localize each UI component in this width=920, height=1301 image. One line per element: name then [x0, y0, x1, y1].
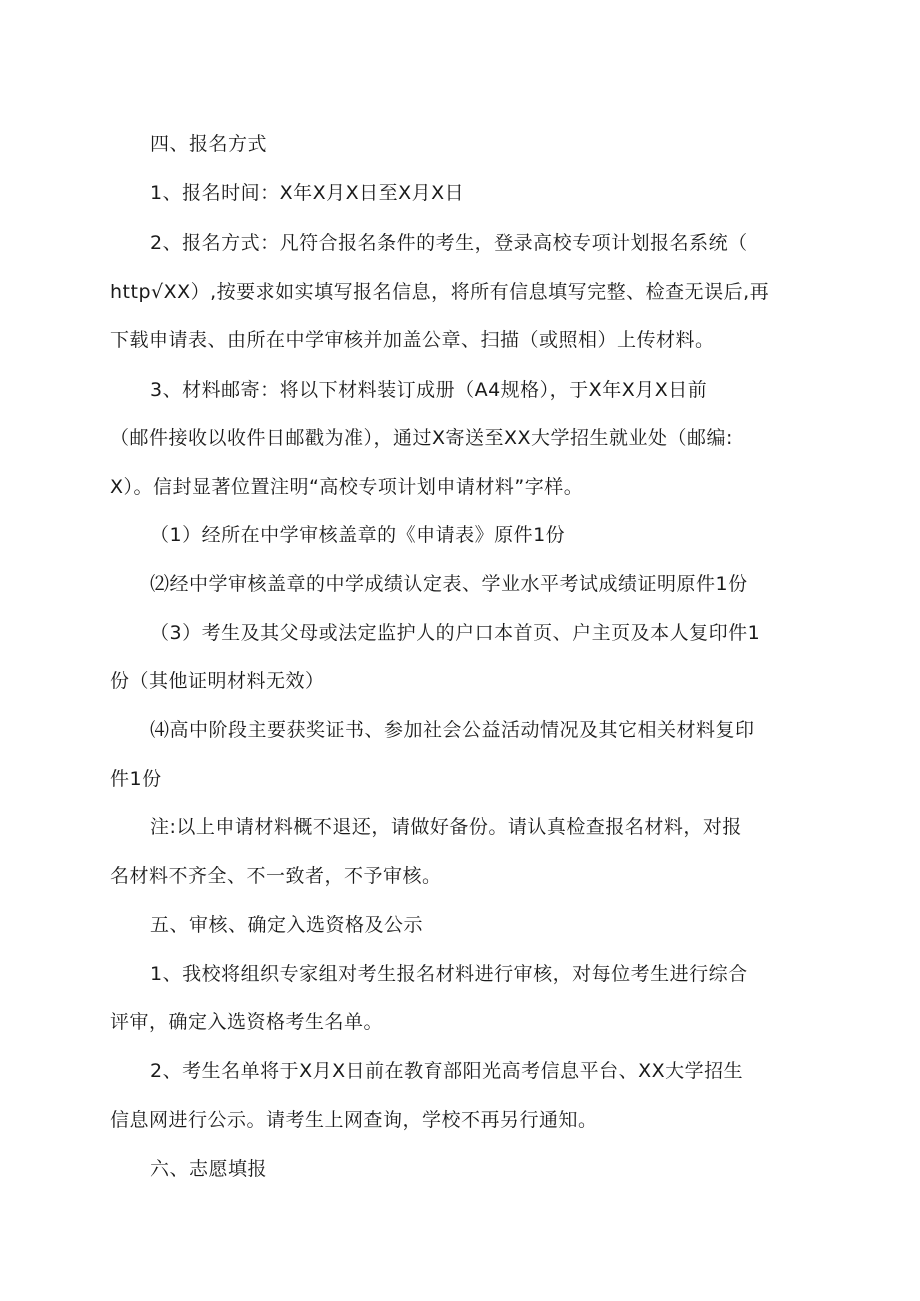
- list-item-4: ⑷高中阶段主要获奖证书、参加社会公益活动情况及其它相关材料复印: [150, 719, 755, 741]
- paragraph-line: 评审，确定入选资格考生名单。: [110, 1011, 384, 1033]
- list-item-2: ⑵经中学审核盖章的中学成绩认定表、学业水平考试成绩证明原件1份: [150, 573, 748, 595]
- list-item-4-continued: 件1份: [110, 768, 162, 790]
- section-heading-application: 六、志愿填报: [150, 1158, 268, 1180]
- list-item-1: （1）经所在中学审核盖章的《申请表》原件1份: [150, 524, 566, 546]
- paragraph-line: 2、报名方式：凡符合报名条件的考生，登录高校专项计划报名系统（: [150, 232, 748, 254]
- paragraph-line: 1、报名时间：X年X月X日至X月X日: [150, 182, 465, 204]
- paragraph-line: 1、我校将组织专家组对考生报名材料进行审核，对每位考生进行综合: [150, 963, 748, 985]
- paragraph-line: http√XX）,按要求如实填写报名信息，将所有信息填写完整、检查无误后,再: [110, 281, 770, 303]
- paragraph-line: 下载申请表、由所在中学审核并加盖公章、扫描（或照相）上传材料。: [110, 329, 715, 351]
- section-heading-review: 五、审核、确定入选资格及公示: [150, 914, 424, 936]
- paragraph-line: X）。信封显著位置注明“高校专项计划申请材料”字样。: [110, 476, 584, 498]
- paragraph-line: 3、材料邮寄：将以下材料装订成册（A4规格），于X年X月X日前: [150, 379, 708, 401]
- section-heading-registration: 四、报名方式: [150, 133, 268, 155]
- list-item-3-continued: 份（其他证明材料无效）: [110, 670, 325, 692]
- paragraph-line: （邮件接收以收件日邮戳为准），通过X寄送至XX大学招生就业处（邮编:: [110, 427, 733, 449]
- list-item-3: （3）考生及其父母或法定监护人的户口本首页、户主页及本人复印件1: [150, 622, 761, 644]
- paragraph-line: 2、考生名单将于X月X日前在教育部阳光高考信息平台、XX大学招生: [150, 1060, 744, 1082]
- note-line-continued: 名材料不齐全、不一致者，不予审核。: [110, 865, 442, 887]
- note-line: 注:以上申请材料概不退还，请做好备份。请认真检查报名材料，对报: [150, 816, 742, 838]
- paragraph-line: 信息网进行公示。请考生上网查询，学校不再另行通知。: [110, 1109, 598, 1131]
